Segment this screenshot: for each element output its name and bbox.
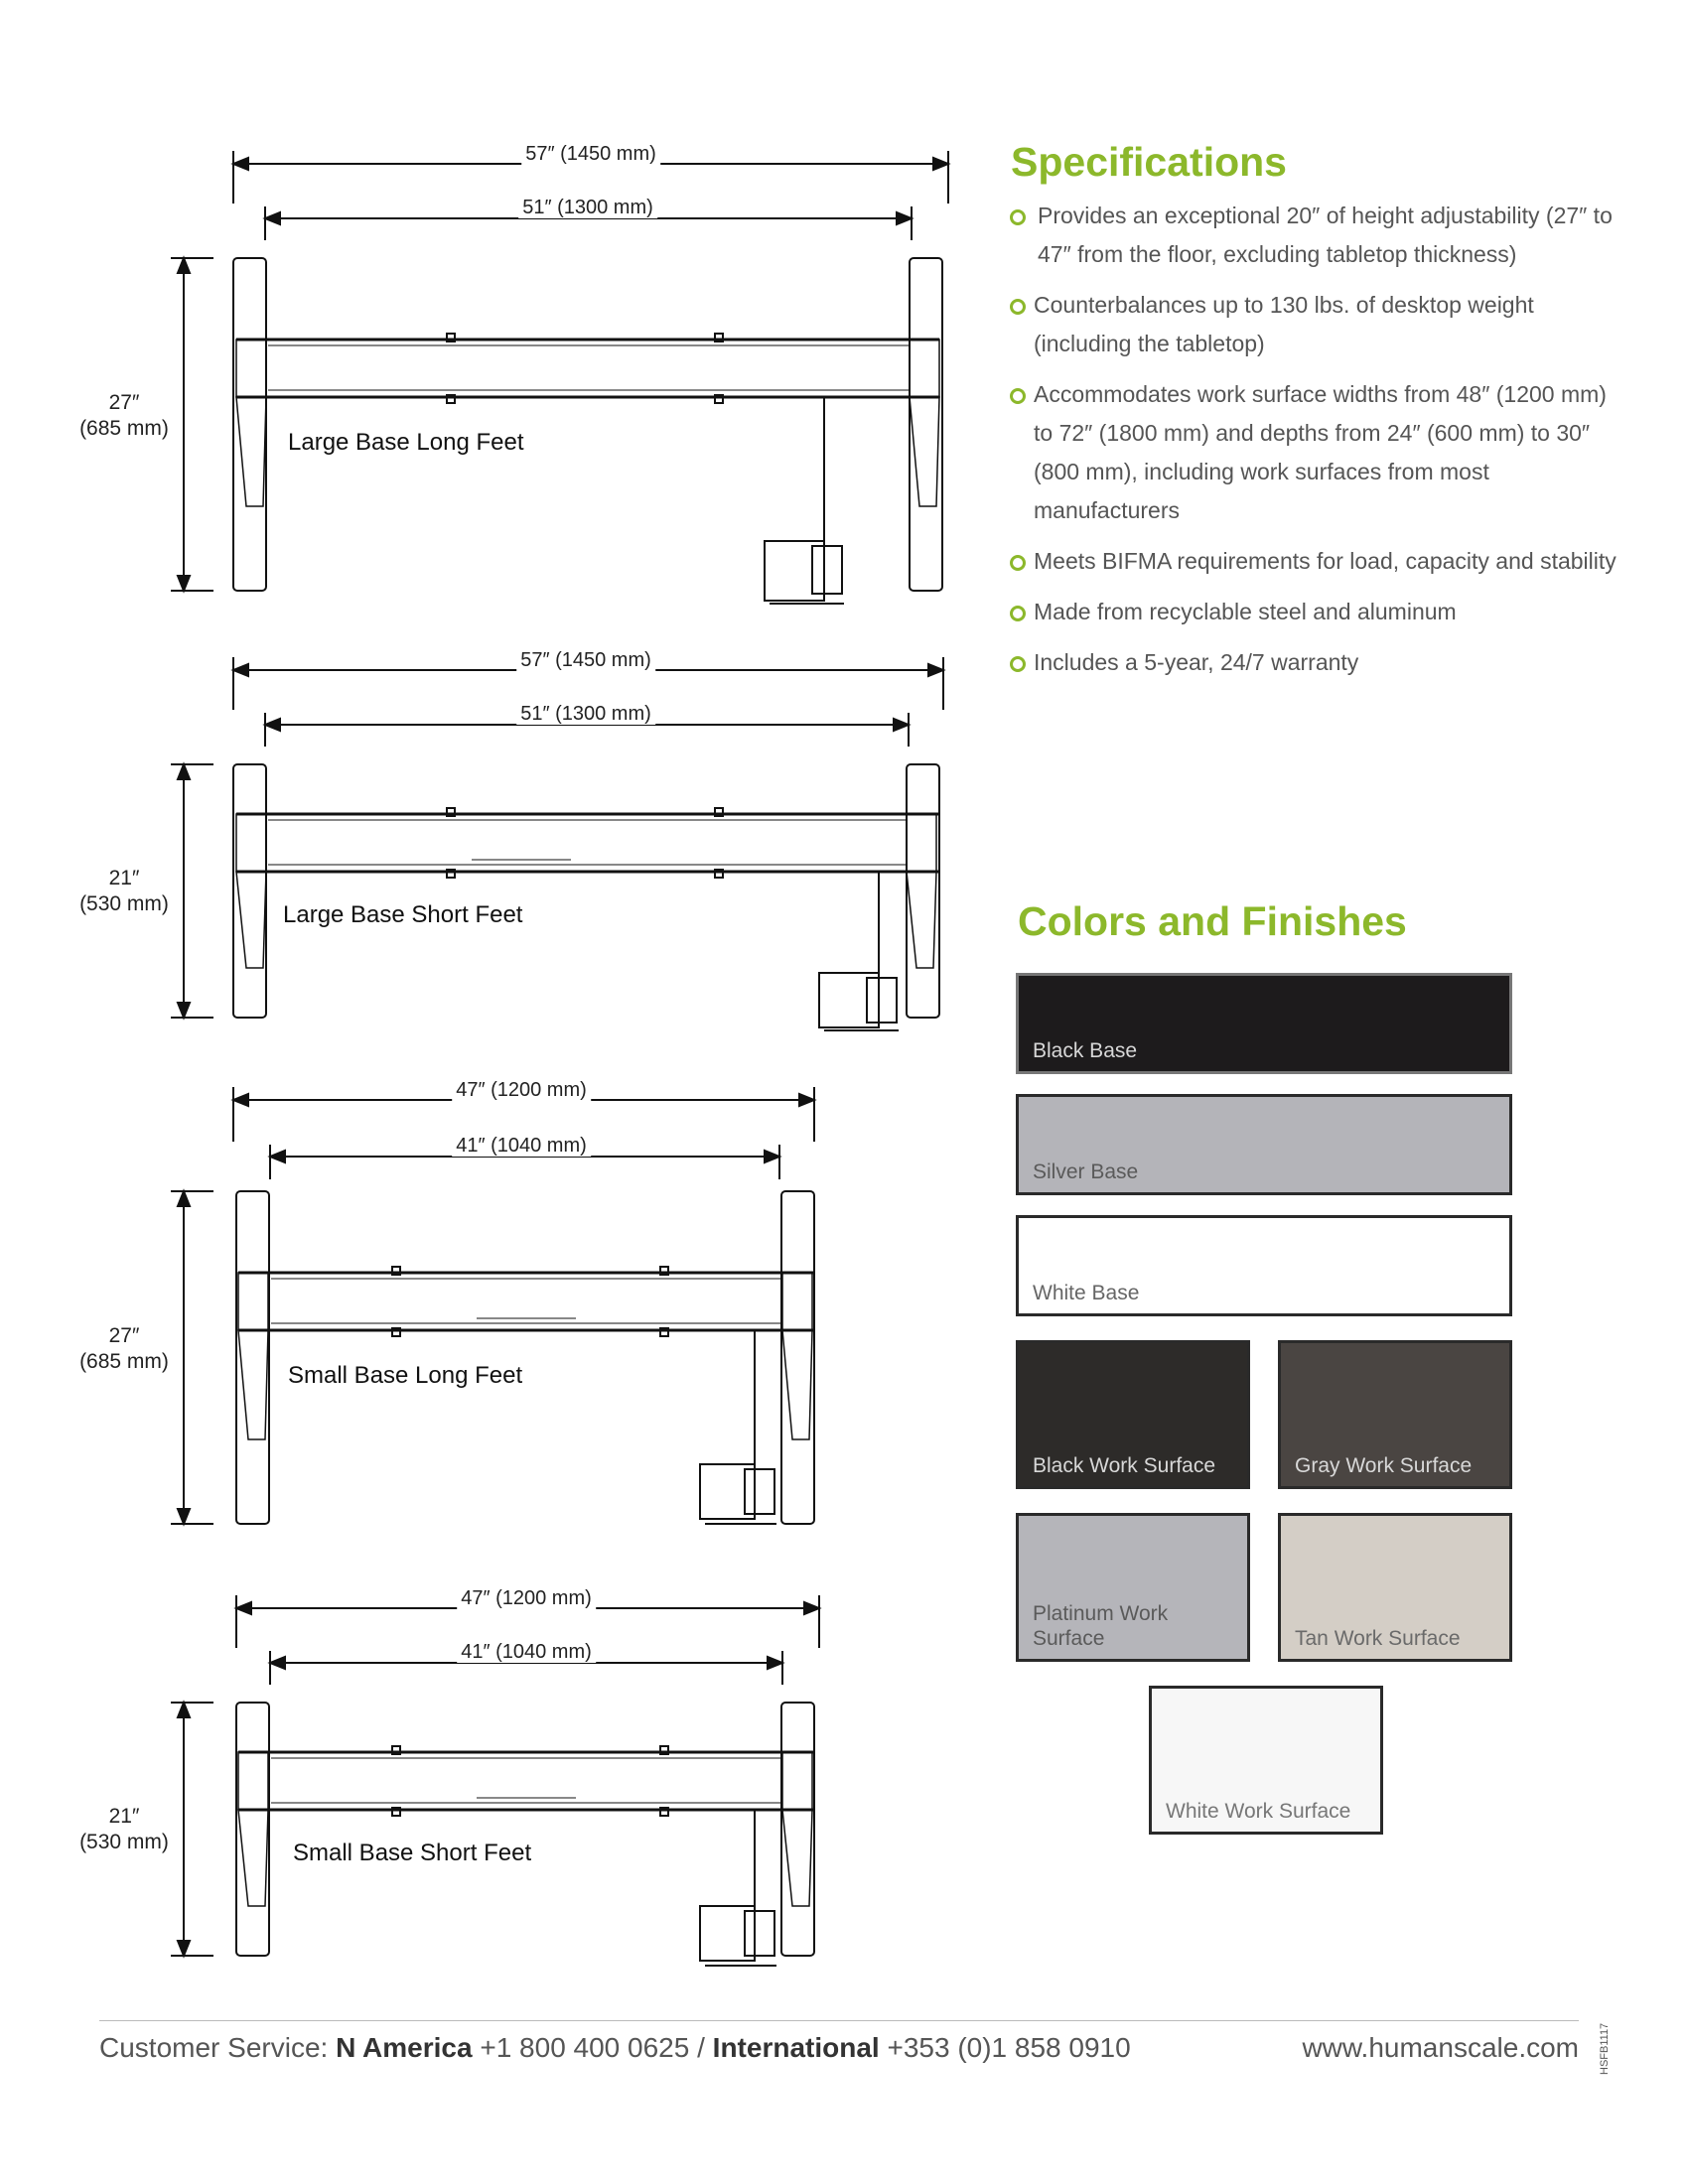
footer-divider xyxy=(99,2020,1579,2021)
na-phone: +1 800 400 0625 / xyxy=(472,2032,713,2063)
specifications-heading: Specifications xyxy=(1011,139,1287,185)
inner-width-label: 41″ (1040 mm) xyxy=(457,1641,596,1663)
colors-finishes-heading: Colors and Finishes xyxy=(1018,898,1407,944)
spec-item xyxy=(1008,542,1623,581)
bullet-circle-icon xyxy=(1010,656,1026,672)
outer-width-label: 57″ (1450 mm) xyxy=(521,143,660,165)
swatch-label: Black Base xyxy=(1033,1039,1138,1062)
spec-item xyxy=(1008,643,1623,682)
height-mm: (685 mm) xyxy=(79,1350,169,1373)
customer-service xyxy=(99,2032,1131,2064)
outer-width-label: 47″ (1200 mm) xyxy=(457,1587,596,1609)
height-mm: (530 mm) xyxy=(79,1831,169,1853)
specifications-list xyxy=(1008,197,1623,694)
swatch-label: Gray Work Surface xyxy=(1295,1454,1473,1477)
swatch-gray-work-surface xyxy=(1278,1340,1512,1489)
bullet-circle-icon xyxy=(1010,555,1026,571)
height-inches: 21″ xyxy=(108,867,140,889)
diagram-large-base-long-feet xyxy=(60,129,953,625)
swatch-tan-work-surface xyxy=(1278,1513,1512,1662)
spec-text: Made from recyclable steel and aluminum xyxy=(1034,599,1457,624)
height-mm: (685 mm) xyxy=(79,417,169,440)
outer-width-label: 57″ (1450 mm) xyxy=(516,649,655,671)
diagram-title: Small Base Short Feet xyxy=(293,1840,532,1866)
diagram-title: Large Base Long Feet xyxy=(288,429,524,456)
swatch-label: White Work Surface xyxy=(1166,1800,1351,1823)
spec-item xyxy=(1008,197,1623,274)
website-link[interactable]: www.humanscale.com xyxy=(1302,2032,1579,2063)
height-label xyxy=(65,390,184,442)
swatch-label: Tan Work Surface xyxy=(1295,1627,1461,1650)
spec-item xyxy=(1008,375,1623,530)
spec-text: Includes a 5-year, 24/7 warranty xyxy=(1034,649,1359,675)
height-mm: (530 mm) xyxy=(79,892,169,915)
swatch-label: Silver Base xyxy=(1033,1160,1139,1183)
height-inches: 27″ xyxy=(108,1324,140,1347)
diagram-title: Small Base Long Feet xyxy=(288,1362,523,1389)
diagram-small-base-long-feet xyxy=(60,1062,953,1559)
na-label: N America xyxy=(336,2032,473,2063)
bullet-circle-icon xyxy=(1010,606,1026,621)
desk-drawing xyxy=(60,635,953,1052)
height-label xyxy=(65,1804,184,1855)
swatch-label: Black Work Surface xyxy=(1033,1454,1216,1477)
desk-drawing xyxy=(60,129,953,625)
height-inches: 27″ xyxy=(108,391,140,414)
intl-phone: +353 (0)1 858 0910 xyxy=(879,2032,1131,2063)
intl-label: International xyxy=(712,2032,880,2063)
desk-drawing xyxy=(60,1573,953,1990)
diagram-small-base-short-feet xyxy=(60,1573,953,1990)
inner-width-label: 51″ (1300 mm) xyxy=(516,703,655,725)
inner-width-label: 51″ (1300 mm) xyxy=(518,197,657,218)
swatch-label: White Base xyxy=(1033,1282,1140,1304)
swatch-platinum-work-surface xyxy=(1016,1513,1250,1662)
height-label xyxy=(65,866,184,917)
bullet-circle-icon xyxy=(1010,209,1026,225)
diagram-title: Large Base Short Feet xyxy=(283,901,523,928)
spec-text: Counterbalances up to 130 lbs. of desktop weight (including the tabletop) xyxy=(1034,292,1534,356)
height-label xyxy=(65,1323,184,1375)
swatch-black-base xyxy=(1016,973,1512,1074)
swatch-black-work-surface xyxy=(1016,1340,1250,1489)
spec-text: Provides an exceptional 20″ of height adjustability (27″ to 47″ from the floor, excluding tabletop thickness) xyxy=(1038,203,1613,267)
customer-service-prefix: Customer Service: xyxy=(99,2032,337,2063)
swatch-white-base xyxy=(1016,1215,1512,1316)
document-code: HSFB1117 xyxy=(1599,2022,1611,2075)
spec-text: Meets BIFMA requirements for load, capacity and stability xyxy=(1034,548,1617,574)
spec-text: Accommodates work surface widths from 48″ (1200 mm) to 72″ (1800 mm) and depths from 24″ (600 mm) to 30″ (800 mm), including work surfaces from most manufacturers xyxy=(1034,381,1607,523)
outer-width-label: 47″ (1200 mm) xyxy=(452,1079,591,1101)
spec-item xyxy=(1008,593,1623,631)
bullet-circle-icon xyxy=(1010,388,1026,404)
bullet-circle-icon xyxy=(1010,299,1026,315)
inner-width-label: 41″ (1040 mm) xyxy=(452,1135,591,1157)
swatch-label: Platinum Work Surface xyxy=(1033,1602,1169,1650)
spec-item xyxy=(1008,286,1623,363)
height-inches: 21″ xyxy=(108,1805,140,1828)
swatch-silver-base xyxy=(1016,1094,1512,1195)
swatch-white-work-surface xyxy=(1149,1686,1383,1835)
diagram-large-base-short-feet xyxy=(60,635,953,1052)
